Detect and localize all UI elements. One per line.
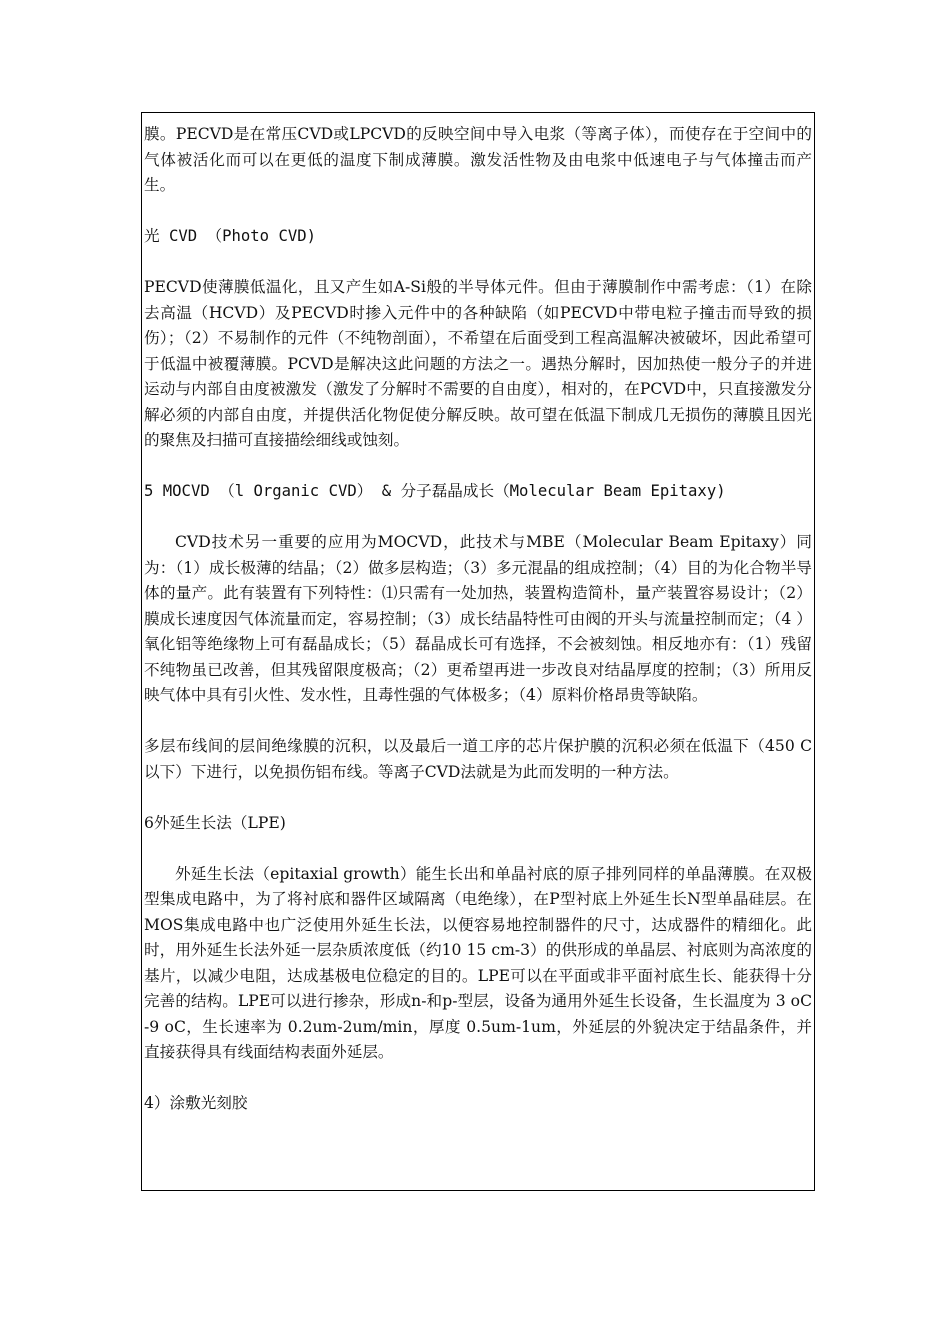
content-frame bbox=[141, 112, 815, 1191]
heading-mocvd: 5 MOCVD （l Organic CVD） & 分子磊晶成长（Molecular Beam Epitaxy) bbox=[144, 482, 726, 500]
paragraph-lpe: 外延生长法（epitaxial growth）能生长出和单晶衬底的原子排列同样的单晶薄膜。在双极型集成电路中，为了将衬底和器件区域隔离（电绝缘），在P型衬底上外延生长N型单晶硅层。在MOS集成电路中也广泛使用外延生长法，以便容易地控制器件的尺寸，达成器件的精细化。此时，用外延生长法外延一层杂质浓度低（约10 15 cm-3）的供形成的单晶层、衬底则为高浓度的基片，以减少电阻，达成基极电位稳定的目的。LPE可以在平面或非平面衬底生长、能获得十分完善的结构。LPE可以进行掺杂，形成n-和p-型层，设备为通用外延生长设备，生长温度为 3 oC-9 oC，生长速率为 0.2um-2um/min，厚度 0.5um-1um，外延层的外貌决定于结晶条件，并直接获得具有线面结构表面外延层。 bbox=[144, 864, 812, 1061]
heading-photoresist: 4）涂敷光刻胶 bbox=[144, 1094, 248, 1112]
heading-photo-cvd: 光 CVD （Photo CVD) bbox=[144, 227, 317, 245]
heading-lpe: 6外延生长法（LPE) bbox=[144, 813, 286, 832]
paragraph-interlayer-dielectric: 多层布线间的层间绝缘膜的沉积，以及最后一道工序的芯片保护膜的沉积必须在低温下（450 C以下）下进行，以免损伤铝布线。等离子CVD法就是为此而发明的一种方法。 bbox=[144, 737, 812, 781]
paragraph-mocvd: CVD技术另一重要的应用为MOCVD，此技术与MBE（Molecular Beam Epitaxy）同为：（1）成长极薄的结晶；（2）做多层构造；（3）多元混晶的组成控制；（4）目的为化合物半导体的量产。此有装置有下列特性：⑴只需有一处加热，装置构造简朴，量产装置容易设计；（2）膜成长速度因气体流量而定，容易控制；（3）成长结晶特性可由阀的开头与流量控制而定；（4 ）氧化铝等绝缘物上可有磊晶成长；（5）磊晶成长可有选择，不会被刻蚀。相反地亦有：（1）残留不纯物虽已改善，但其残留限度极高；（2）更希望再进一步改良对结晶厚度的控制；（3）所用反映气体中具有引火性、发水性，且毒性强的气体极多；（4）原料价格昂贵等缺陷。 bbox=[144, 533, 812, 704]
paragraph-pcvd: PECVD使薄膜低温化，且又产生如A-Si般的半导体元件。但由于薄膜制作中需考虑：（1）在除去高温（HCVD）及PECVD时掺入元件中的各种缺陷（如PECVD中带电粒子撞击而导致的损伤）；（2）不易制作的元件（不纯物剖面），不希望在后面受到工程高温解决被破坏，因此希望可于低温中被覆薄膜。PCVD是解决这此问题的方法之一。遇热分解时，因加热使一般分子的并进运动与内部自由度被激发（激发了分解时不需要的自由度），相对的，在PCVD中，只直接激发分解必须的内部自由度，并提供活化物促使分解反映。故可望在低温下制成几无损伤的薄膜且因光的聚焦及扫描可直接描绘细线或蚀刻。 bbox=[144, 278, 812, 449]
paragraph-pecvd-intro: 膜。PECVD是在常压CVD或LPCVD的反映空间中导入电浆（等离子体），而使存在于空间中的气体被活化而可以在更低的温度下制成薄膜。激发活性物及由电浆中低速电子与气体撞击而产生。 bbox=[144, 125, 812, 194]
